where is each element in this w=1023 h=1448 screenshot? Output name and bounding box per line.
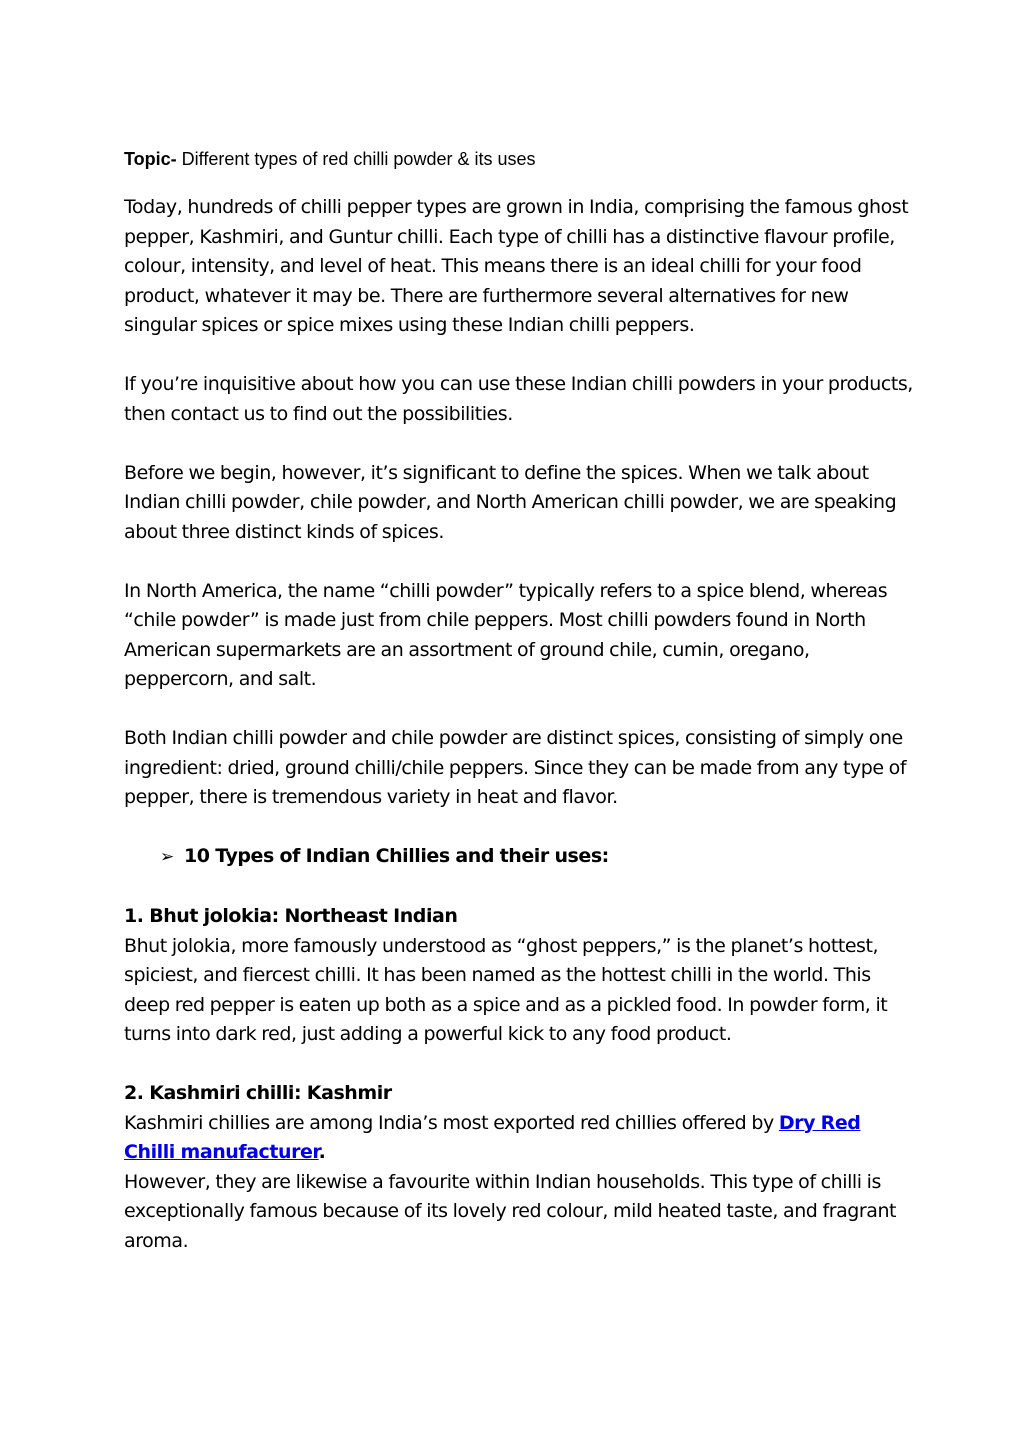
topic-text: Different types of red chilli powder & its uses — [176, 149, 536, 169]
list-heading — [124, 842, 914, 873]
section-body: Bhut jolokia, more famously understood as “ghost peppers,” is the planet’s hottest, spiciest, and fiercest chilli. It has been named as the hottest chilli in the world. This deep red pepper is eaten up both as a spice and as a pickled food. In powder form, it turns into dark red, just adding a powerful kick to any food product. — [124, 934, 888, 1045]
section-bhut-jolokia — [124, 902, 914, 1050]
section-heading: 1. Bhut jolokia: Northeast Indian — [124, 905, 458, 927]
link-trailing-period: . — [318, 1141, 326, 1163]
dry-red-chilli-manufacturer-link[interactable]: Dry Red Chilli manufacturer — [124, 1111, 861, 1163]
intro-paragraph: Today, hundreds of chilli pepper types are grown in India, comprising the famous ghost pepper, Kashmiri, and Guntur chilli. Each type of chilli has a distinctive flavour profile, colour, intensity, and level of heat. This means there is an ideal chilli for your food product, whatever it may be. There are furthermore several alternatives for new singular spices or spice mixes using these Indian chilli peppers. — [124, 196, 909, 336]
section-kashmiri-chilli — [124, 1079, 914, 1256]
section-body: However, they are likewise a favourite within Indian households. This type of chilli is exceptionally famous because of its lovely red colour, mild heated taste, and fragrant aroma. — [124, 1170, 897, 1252]
contact-paragraph: If you’re inquisitive about how you can use these Indian chilli powders in your products, then contact us to find out the possibilities. — [124, 373, 913, 425]
variety-paragraph: Both Indian chilli powder and chile powder are distinct spices, consisting of simply one ingredient: dried, ground chilli/chile peppers. Since they can be made from any type of pepper, there is tremendous variety in heat and flavor. — [124, 727, 907, 808]
definition-paragraph: Before we begin, however, it’s significant to define the spices. When we talk about Indian chilli powder, chile powder, and North American chilli powder, we are speaking about three distinct kinds of spices. — [124, 461, 897, 543]
topic-label: Topic- — [124, 149, 177, 169]
section-body-text: Kashmiri chillies are among India’s most exported red chillies offered by — [124, 1111, 779, 1134]
arrow-bullet-icon: ➢ — [160, 847, 174, 867]
section-body-with-link — [124, 1109, 914, 1168]
topic-line — [124, 145, 914, 173]
document-content — [124, 145, 914, 1286]
section-heading: 2. Kashmiri chilli: Kashmir — [124, 1082, 392, 1104]
list-heading-text: 10 Types of Indian Chillies and their uses: — [184, 845, 609, 867]
north-america-paragraph: In North America, the name “chilli powder” typically refers to a spice blend, whereas “chile powder” is made just from chile peppers. Most chilli powders found in North American supermarkets are an assortment of ground chile, cumin, oregano, peppercorn, and salt. — [124, 579, 888, 690]
